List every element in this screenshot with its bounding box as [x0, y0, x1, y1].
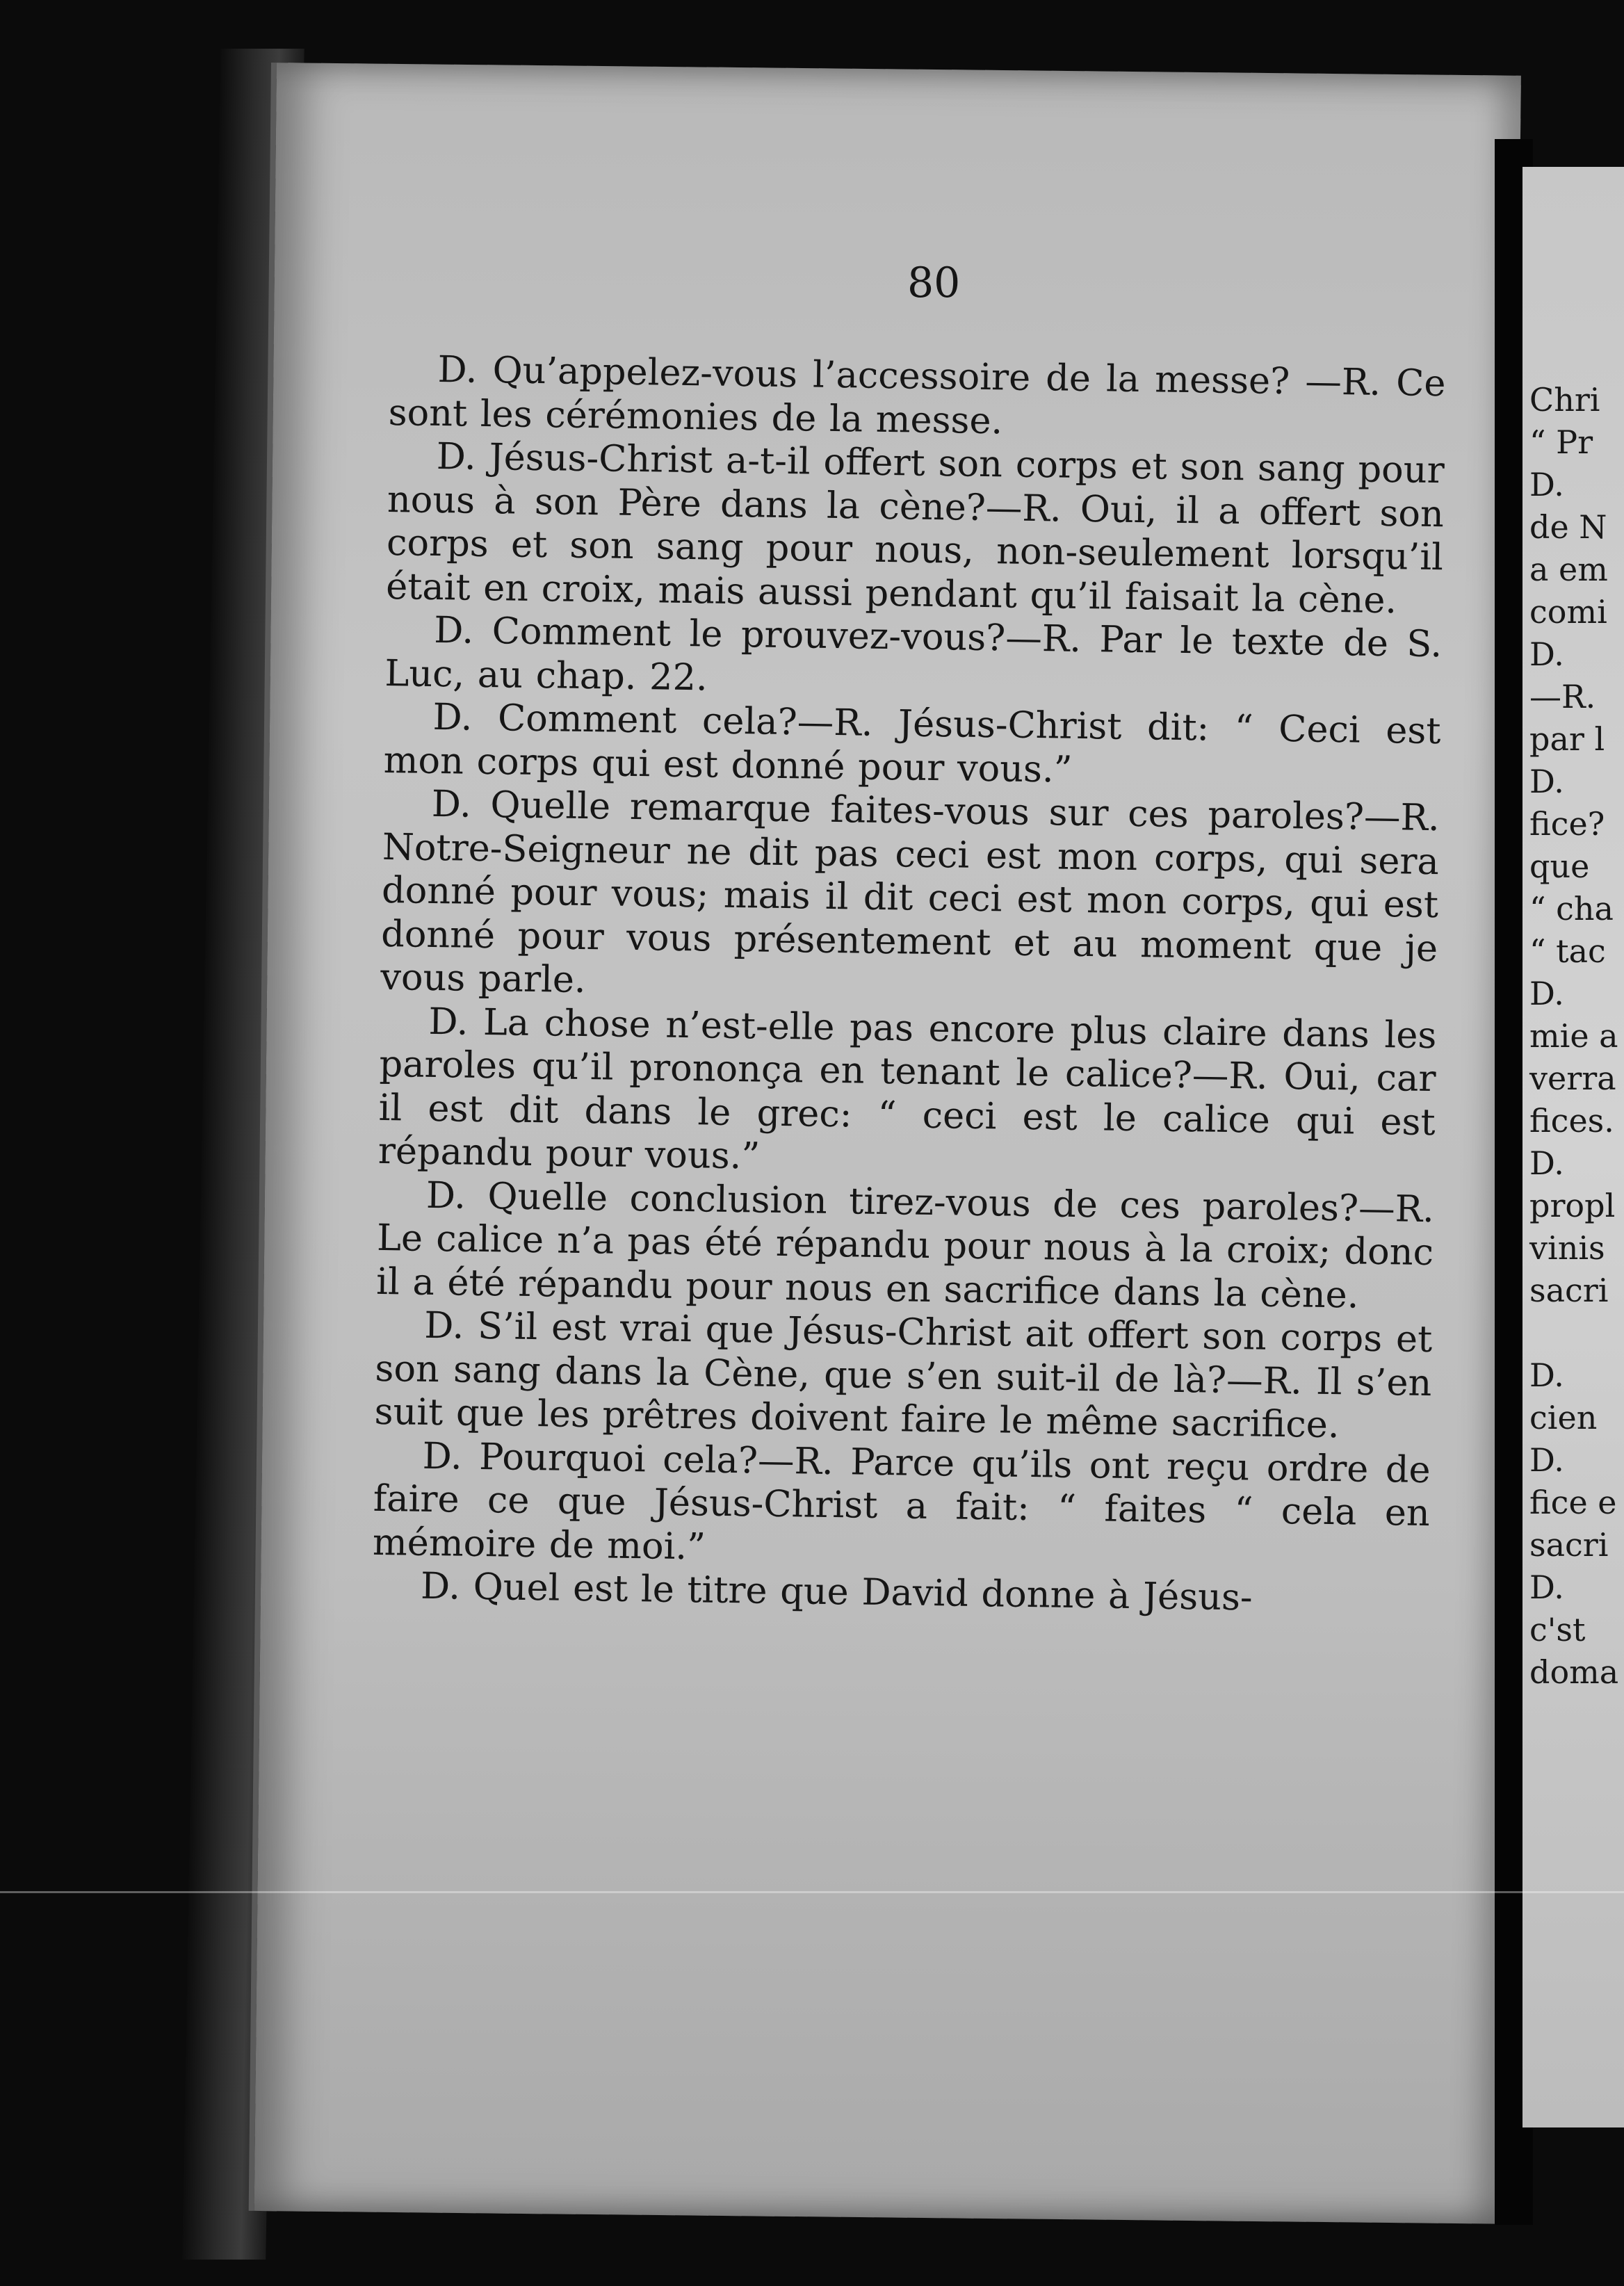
paragraph: D. Jésus-Christ a-t-il offert son corps et son sang pour nous à son Père dans la cène?—R. Oui, il a offert son corps et son sang pour nous, non-seulement lorsqu’il était en croix, mais aussi pendant qu’il faisait la cène.	[385, 435, 1445, 622]
catechism-text	[372, 348, 1446, 1623]
facing-page-line: doma	[1529, 1653, 1619, 1691]
paragraph: D. La chose n’est-elle pas encore plus claire dans les paroles qu’il prononça en tenant le calice?—R. Oui, car il est dit dans le grec: “ ceci est le calice qui est répandu pour vous.”	[377, 1000, 1437, 1178]
facing-page-line: cien	[1529, 1399, 1598, 1436]
facing-page-line: fices.	[1529, 1102, 1614, 1140]
facing-page-line: a em	[1529, 551, 1608, 588]
paragraph: D. Qu’appelez-vous l’accessoire de la messe? —R. Ce sont les cérémonies de la messe.	[388, 348, 1446, 442]
facing-page-line: D.	[1529, 1441, 1564, 1479]
facing-page-line: comi	[1529, 593, 1607, 631]
facing-page-line: “ Pr	[1529, 423, 1593, 461]
paragraph: D. Pourquoi cela?—R. Parce qu’ils ont reçu ordre de faire ce que Jésus-Christ a fait: “ faites “ cela en mémoire de moi.”	[372, 1434, 1431, 1568]
facing-page-line: fice e	[1529, 1484, 1617, 1521]
facing-page-line: par l	[1529, 720, 1605, 758]
facing-page-line	[1529, 1312, 1618, 1354]
page-number: 80	[907, 259, 961, 307]
facing-page-line: vinis	[1529, 1229, 1605, 1267]
facing-page-line: mie a	[1529, 1017, 1618, 1055]
facing-page-line: D.	[1529, 1144, 1564, 1182]
facing-page-line: D.	[1529, 1356, 1564, 1394]
facing-page-line: c'st	[1529, 1611, 1586, 1648]
facing-page-line: —R.	[1529, 678, 1596, 715]
paragraph: D. S’il est vrai que Jésus-Christ ait offert son corps et son sang dans la Cène, que s’en suit-il de là?—R. Il s’en suit que les prêtres doivent faire le même sacrifice.	[374, 1304, 1433, 1447]
facing-page-line: sacri	[1529, 1272, 1609, 1309]
facing-page-line: D.	[1529, 635, 1564, 673]
facing-page-line: D.	[1529, 466, 1564, 503]
paragraph: D. Quelle conclusion tirez-vous de ces paroles?—R. Le calice n’a pas été répandu pour nous à la croix; donc il a été répandu pour nous en sacrifice dans la cène.	[375, 1174, 1435, 1317]
facing-page-line: propl	[1529, 1187, 1616, 1224]
facing-page-line: Chri	[1529, 381, 1600, 419]
paragraph: D. Comment le prouvez-vous?—R. Par le texte de S. Luc, au chap. 22.	[384, 608, 1443, 699]
facing-page-line: D.	[1529, 975, 1564, 1012]
facing-page-line: D.	[1529, 1568, 1564, 1606]
facing-page-line: “ tac	[1529, 932, 1606, 970]
facing-page-line: de N	[1529, 508, 1607, 546]
paragraph: D. Quel est le titre que David donne à Jésus-	[420, 1564, 1253, 1619]
facing-page-line: fice?	[1529, 805, 1605, 843]
facing-page-line: que	[1529, 848, 1590, 885]
facing-page-line: sacri	[1529, 1526, 1609, 1564]
facing-page-line: D.	[1529, 763, 1564, 800]
paragraph: D. Quelle remarque faites-vous sur ces paroles?—R. Notre-Seigneur ne dit pas ceci est mon corps, qui sera donné pour vous; mais il dit ceci est mon corps, qui est donné pour vous présentement et au moment que je vous parle.	[380, 782, 1440, 1002]
facing-page-line: verra	[1529, 1060, 1616, 1097]
scan-artifact-line	[0, 1891, 1624, 1893]
facing-page-line: “ cha	[1529, 890, 1614, 927]
paragraph: D. Comment cela?—R. Jésus-Christ dit: “ Ceci est mon corps qui est donné pour vous.”	[383, 695, 1441, 791]
facing-page-text	[1529, 379, 1618, 1694]
